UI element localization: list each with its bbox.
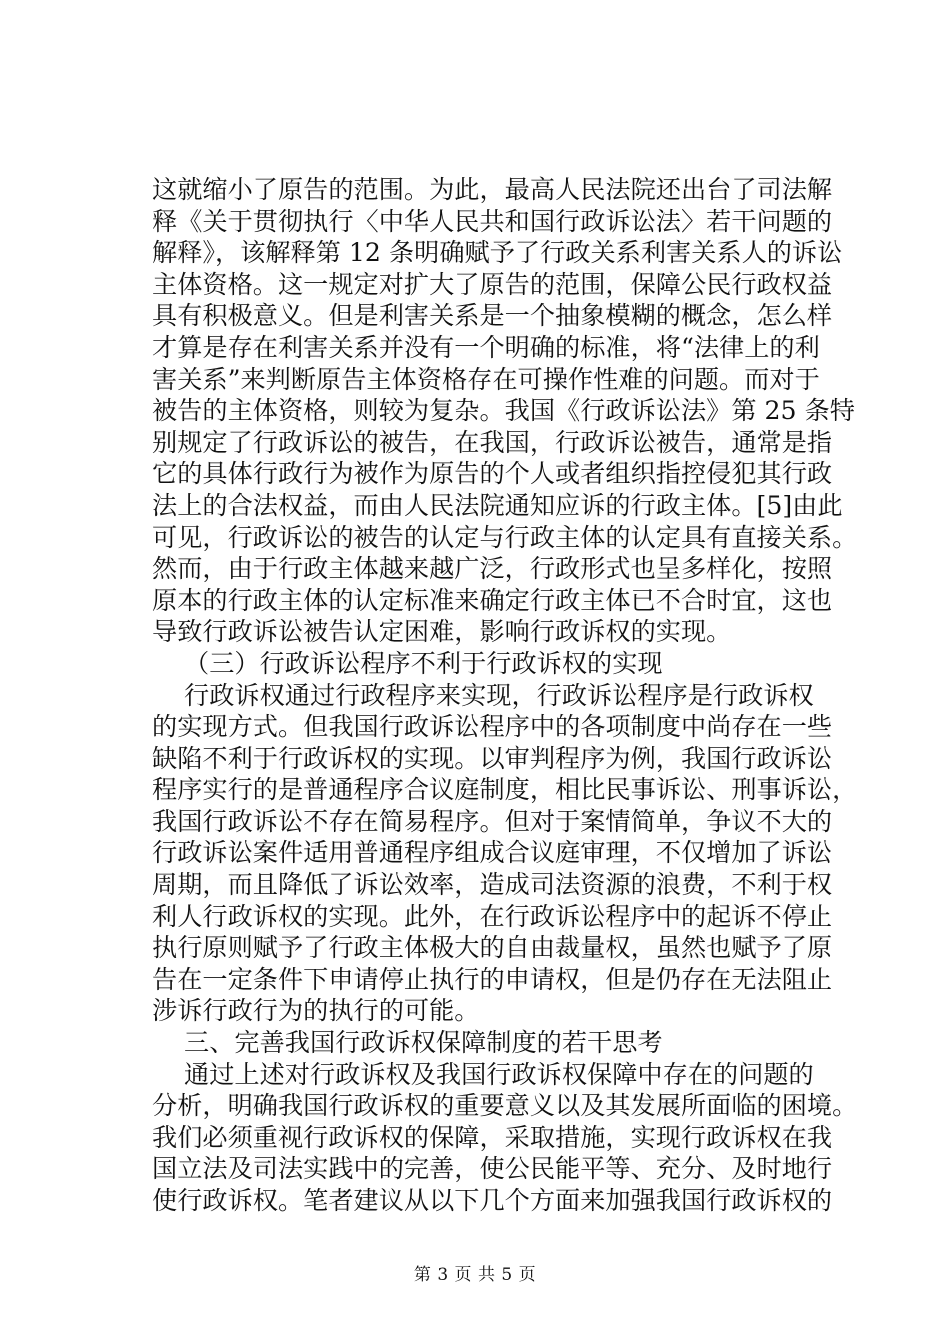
text-line: 行政诉权通过行政程序来实现，行政诉讼程序是行政诉权 <box>184 680 814 710</box>
text-line: 我国行政诉讼不存在简易程序。但对于案情简单，争议不大的 <box>152 806 833 836</box>
text-line: 它的具体行政行为被作为原告的个人或者组织指控侵犯其行政 <box>152 459 833 489</box>
text-line: 行政诉讼案件适用普通程序组成合议庭审理，不仅增加了诉讼 <box>152 838 833 868</box>
text-line: 解释》，该解释第 12 条明确赋予了行政关系利害关系人的诉讼 <box>152 238 843 268</box>
text-line: 的实现方式。但我国行政诉讼程序中的各项制度中尚存在一些 <box>152 712 833 742</box>
text-line: 原本的行政主体的认定标准来确定行政主体已不合时宜，这也 <box>152 585 833 615</box>
text-line: 利人行政诉权的实现。此外，在行政诉讼程序中的起诉不停止 <box>152 901 833 931</box>
document-body <box>152 174 858 1217</box>
text-line: 害关系”来判断原告主体资格存在可操作性难的问题。而对于 <box>152 364 820 394</box>
text-line: 被告的主体资格，则较为复杂。我国《行政诉讼法》第 25 条特 <box>152 396 855 426</box>
text-line: 周期，而且降低了诉讼效率，造成司法资源的浪费，不利于权 <box>152 870 833 900</box>
text-line: 程序实行的是普通程序合议庭制度，相比民事诉讼、刑事诉讼， <box>152 775 858 805</box>
section-heading: （三）行政诉讼程序不利于行政诉权的实现 <box>184 648 663 678</box>
text-line: 释《关于贯彻执行〈中华人民共和国行政诉讼法〉若干问题的 <box>152 206 833 236</box>
section-heading: 三、完善我国行政诉权保障制度的若干思考 <box>184 1028 663 1058</box>
text-line: 通过上述对行政诉权及我国行政诉权保障中存在的问题的 <box>184 1059 814 1089</box>
text-line: 法上的合法权益，而由人民法院通知应诉的行政主体。[5]由此 <box>152 490 843 520</box>
text-line: 才算是存在利害关系并没有一个明确的标准，将“法律上的利 <box>152 332 820 362</box>
text-line: 国立法及司法实践中的完善，使公民能平等、充分、及时地行 <box>152 1154 833 1184</box>
text-line: 使行政诉权。笔者建议从以下几个方面来加强我国行政诉权的 <box>152 1186 833 1215</box>
text-line: 主体资格。这一规定对扩大了原告的范围，保障公民行政权益 <box>152 269 833 299</box>
text-line: 别规定了行政诉讼的被告，在我国，行政诉讼被告，通常是指 <box>152 427 833 457</box>
page-number-footer: 第 3 页 共 5 页 <box>413 1265 537 1285</box>
text-line: 可见，行政诉讼的被告的认定与行政主体的认定具有直接关系。 <box>152 522 858 552</box>
text-line: 涉诉行政行为的执行的可能。 <box>152 996 480 1026</box>
text-line: 告在一定条件下申请停止执行的申请权，但是仍存在无法阻止 <box>152 964 833 994</box>
text-line: 分析，明确我国行政诉权的重要意义以及其发展所面临的困境。 <box>152 1091 858 1121</box>
text-line: 具有积极意义。但是利害关系是一个抽象模糊的概念，怎么样 <box>152 301 833 331</box>
text-line: 导致行政诉讼被告认定困难，影响行政诉权的实现。 <box>152 617 732 647</box>
text-line: 缺陷不利于行政诉权的实现。以审判程序为例，我国行政诉讼 <box>152 743 833 773</box>
text-line: 然而，由于行政主体越来越广泛，行政形式也呈多样化，按照 <box>152 554 833 584</box>
text-line: 这就缩小了原告的范围。为此，最高人民法院还出台了司法解 <box>152 175 833 204</box>
text-line: 执行原则赋予了行政主体极大的自由裁量权，虽然也赋予了原 <box>152 933 833 963</box>
text-line: 我们必须重视行政诉权的保障，采取措施，实现行政诉权在我 <box>152 1122 833 1152</box>
